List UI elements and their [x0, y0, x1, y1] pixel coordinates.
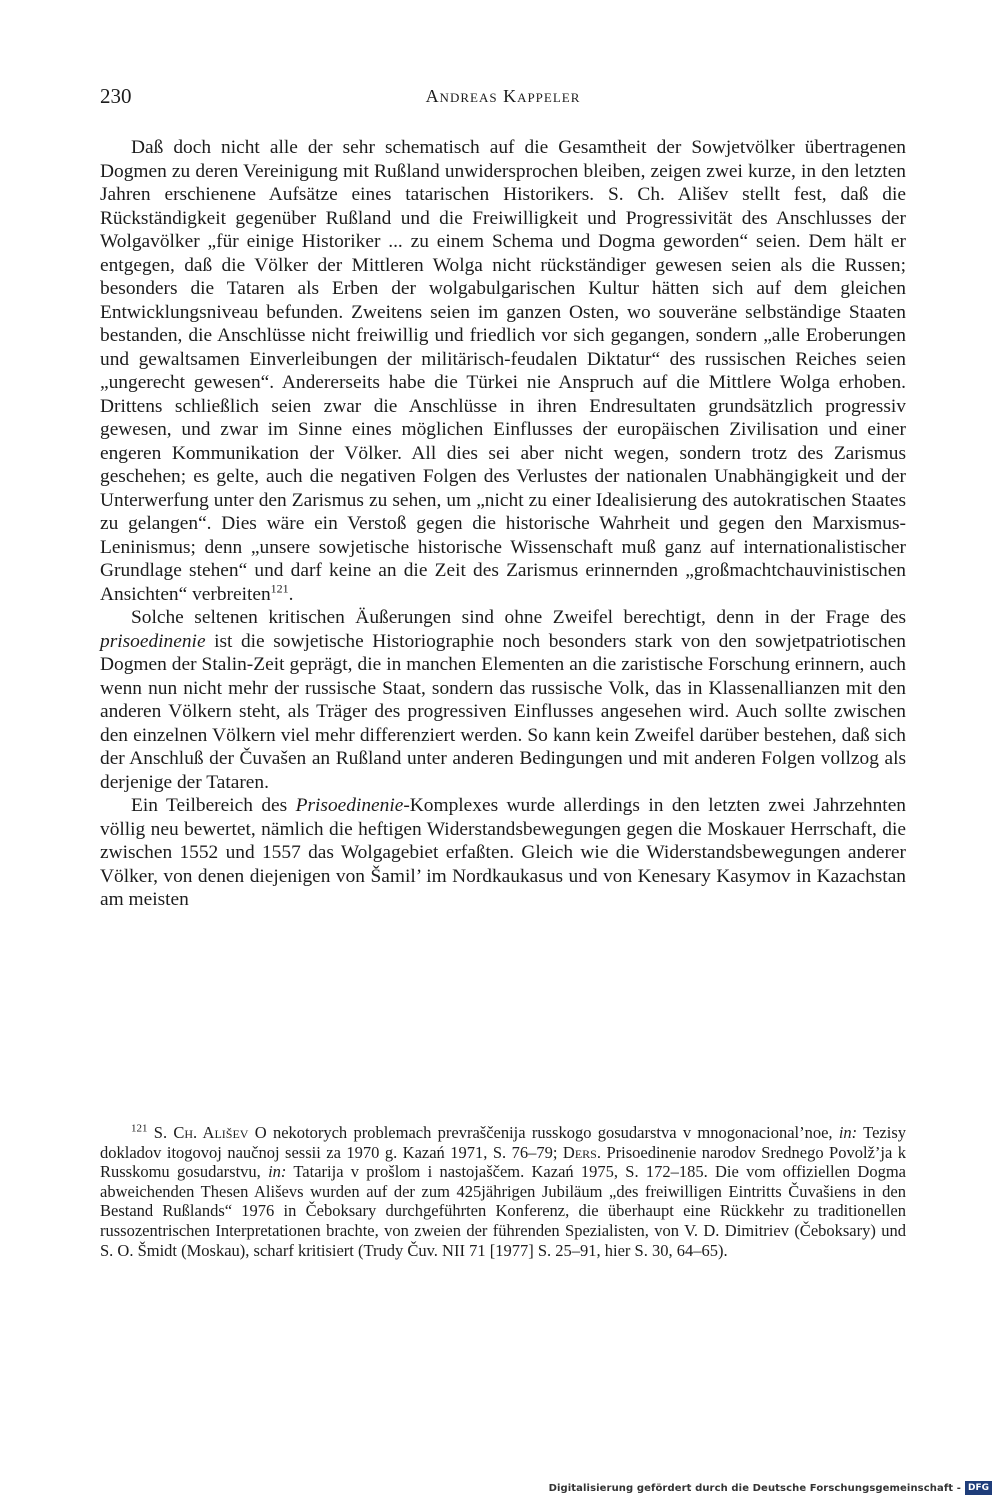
italic-term: Prisoedinenie	[295, 795, 404, 816]
footnote-ref-121[interactable]: 121	[270, 581, 289, 596]
footnote-121	[100, 1123, 906, 1260]
paragraph-1-text: Daß doch nicht alle der sehr schematisch auf die Gesamtheit der Sowjetvölker übertragenen Dogmen zu deren Vereinigung mit Rußland unwidersprochen bleiben, zeigen zwei kurze, in den letzten Jahren erschienene Aufsätze eines tatarischen Historikers. S. Ch. Ališev stellt fest, daß die Rückständigkeit gegenüber Rußland und die Freiwilligkeit und Progressivität des Anschlusses der Wolgavölker „für einige Historiker ... zu einem Schema und Dogma geworden“ seien. Dem hält er entgegen, daß die Völker der Mittleren Wolga nicht rückständiger gewesen seien als die Russen; besonders die Tataren als Erben der wolgabulgarischen Kultur hätten sich auf dem gleichen Entwicklungsniveau befunden. Zweitens seien im ganzen Osten, wo souveräne selbständige Staaten bestanden, die Anschlüsse nicht freiwillig und friedlich vor sich gegangen, sondern „alle Eroberungen und gewaltsamen Einverleibungen der militärisch-feudalen Diktatur“ des russischen Reiches seien „ungerecht gewesen“. Andererseits habe die Türkei nie Anspruch auf die Mittlere Wolga erhoben. Drittens schließlich seien zwar die Anschlüsse in ihren Endresultaten grundsätzlich progressiv gewesen, und zwar im Sinne eines möglichen Einflusses der europäischen Zivilisation und einer engeren Kommunikation der Völker. All dies sei aber nicht wegen, sondern trotz des Zarismus geschehen; es gelte, auch die negativen Folgen des Verlustes der nationalen Unabhängigkeit und der Unterwerfung unter den Zarismus zu sehen, um „nicht zu einer Idealisierung des autokratischen Staates zu gelangen“. Dies wäre ein Verstoß gegen die historische Wahrheit und gegen den Marxismus-Leninismus; denn „unsere sowjetische historische Wissenschaft muß ganz auf internationalistischer Grundlage stehen“ und darf keine an die Zeit des Zarismus erinnernden „großmachtchauvinistischen Ansichten“ verbreiten	[100, 137, 906, 605]
paragraph-3-start: Ein Teilbereich des	[131, 795, 296, 816]
footnote-author: S. Ch. Ališev	[153, 1123, 249, 1142]
dfg-logo-icon: DFG	[965, 1481, 992, 1495]
running-head: Andreas Kappeler	[425, 86, 581, 106]
paragraph-2-start: Solche seltenen kritischen Äußerungen sind ohne Zweifel berechtigt, denn in der Frage des	[131, 607, 906, 628]
footnote-ders: Ders.	[562, 1142, 601, 1162]
footnote-in: in:	[268, 1162, 287, 1182]
page-number: 230	[100, 84, 132, 108]
paragraph-3	[100, 794, 906, 912]
credit-text: Digitalisierung gefördert durch die Deutsche Forschungsgemeinschaft -	[548, 1482, 961, 1494]
footnote-number: 121	[131, 1122, 148, 1135]
footnote-text: Tezisy dokladov itogovoj naučnoj sessii za 1970 g. Kazań 1971, S. 76–79;	[100, 1123, 907, 1162]
footnote-in: in:	[838, 1123, 858, 1142]
paragraph-1	[100, 136, 906, 606]
digitization-credit	[549, 1479, 992, 1497]
paragraph-2	[100, 606, 906, 794]
footnote-text: Tatarija v prošlom i nastojaščem. Kazań 1975, S. 172–185. Die vom offiziellen Dogma abweichenden Thesen Ališevs wurden auf der zum 425jährigen Jubiläum „des freiwilligen Eintritts Čuvašiens in den Bestand Rußlands“ 1976 in Čeboksary durchgeführten Konferenz, die überhaupt eine Rückkehr zu traditionellen russozentrischen Interpretationen brachte, von zweien der führenden Spezialisten, von V. D. Dimitriev (Čeboksary) und S. O. Šmidt (Moskau), scharf kritisiert (Trudy Čuv. NII 71 [1977] S. 25–91, hier S. 30, 64–65).	[100, 1162, 906, 1260]
main-text	[100, 136, 906, 912]
paragraph-1-end: .	[288, 583, 294, 605]
paragraph-3-rest: -Komplexes wurde allerdings in den letzten zwei Jahrzehnten völlig neu bewertet, nämlich die heftigen Widerstandsbewegungen gegen die Moskauer Herrschaft, die zwischen 1552 und 1557 das Wolgagebiet erfaßten. Gleich wie die Widerstandsbewegungen anderer Völker, von denen diejenigen von Šamil’ im Nordkaukasus und von Kenesary Kasymov in Kazachstan am meisten	[100, 795, 906, 910]
page-header	[100, 84, 906, 114]
italic-term: prisoedinenie	[100, 630, 206, 652]
footnote-text: O nekotorych problemach prevraščenija russkogo gosudarstva v mnogonacional’noe,	[248, 1123, 839, 1142]
footnote-text: Prisoedinenie narodov Srednego Povolž’ja k Russkomu gosudarstvu,	[100, 1142, 906, 1182]
paragraph-2-rest: ist die sowjetische Historiographie noch besonders stark von den sowjetpatriotischen Dogmen der Stalin-Zeit geprägt, die in manchen Elementen an die zaristische Forschung erinnern, auch wenn nun nicht mehr der russische Staat, sondern das russische Volk, das in Klassenallianzen mit den anderen Völkern steht, als Träger des progressiven Einflusses angesehen wird. Auch sollte zwischen den einzelnen Völkern viel mehr differenziert werden. So kann kein Zweifel darüber bestehen, daß sich der Anschluß der Čuvašen an Rußland unter anderen Bedingungen und mit anderen Folgen vollzog als derjenige der Tataren.	[100, 630, 906, 793]
footnotes	[100, 1123, 906, 1260]
